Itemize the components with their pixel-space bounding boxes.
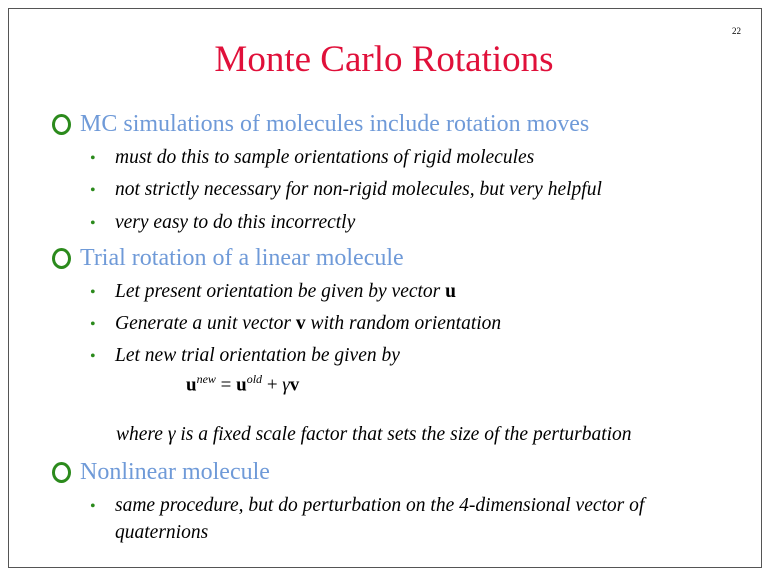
sub-bullet [90,311,501,336]
bullet-trial-rotation [52,246,404,270]
sub-bullet [90,145,534,170]
sub-bullet-text: same procedure, but do perturbation on the 4-dimensional vector of [115,495,645,516]
vector-v: v [295,313,306,334]
bullet-heading: Trial rotation of a linear molecule [80,245,404,271]
slide-title: Monte Carlo Rotations [214,39,554,80]
rotation-equation: $u^{new} = u^{old} + \gamma v$ [186,372,300,396]
sub-bullet [90,177,602,202]
sub-bullet [90,279,456,304]
dot-bullet-icon: • [90,150,96,167]
dot-bullet-icon: • [90,498,96,515]
sub-bullet-text: very easy to do this incorrectly [115,212,356,233]
sub-bullet-text: Let new trial orientation be given by [115,345,400,366]
ring-bullet-icon [52,462,71,483]
sub-bullet-text: Generate a unit vector v with random orientation [115,313,502,334]
bullet-nonlinear-molecule [52,460,270,484]
equation-explanation: where γ is a fixed scale factor that sets the size of the perturbation [116,424,632,445]
vector-u: u [445,281,457,302]
sub-bullet-text: not strictly necessary for non-rigid molecules, but very helpful [115,179,602,200]
sub-bullet [90,210,355,235]
dot-bullet-icon: • [90,316,96,333]
ring-bullet-icon [52,114,71,135]
dot-bullet-icon: • [90,348,96,365]
sub-bullet-text: must do this to sample orientations of rigid molecules [115,147,535,168]
page-number: 22 [732,26,741,36]
dot-bullet-icon: • [90,182,96,199]
sub-bullet-text: quaternions [115,522,209,543]
sub-bullet-text: Let present orientation be given by vector u [115,281,457,302]
ring-bullet-icon [52,248,71,269]
sub-bullet-continuation [90,520,208,545]
dot-bullet-icon: • [90,215,96,232]
bullet-mc-simulations [52,112,589,136]
bullet-heading: Nonlinear molecule [80,459,270,485]
dot-bullet-icon: • [90,284,96,301]
sub-bullet [90,343,400,368]
bullet-heading: MC simulations of molecules include rotation moves [80,111,590,137]
sub-bullet [90,493,644,518]
